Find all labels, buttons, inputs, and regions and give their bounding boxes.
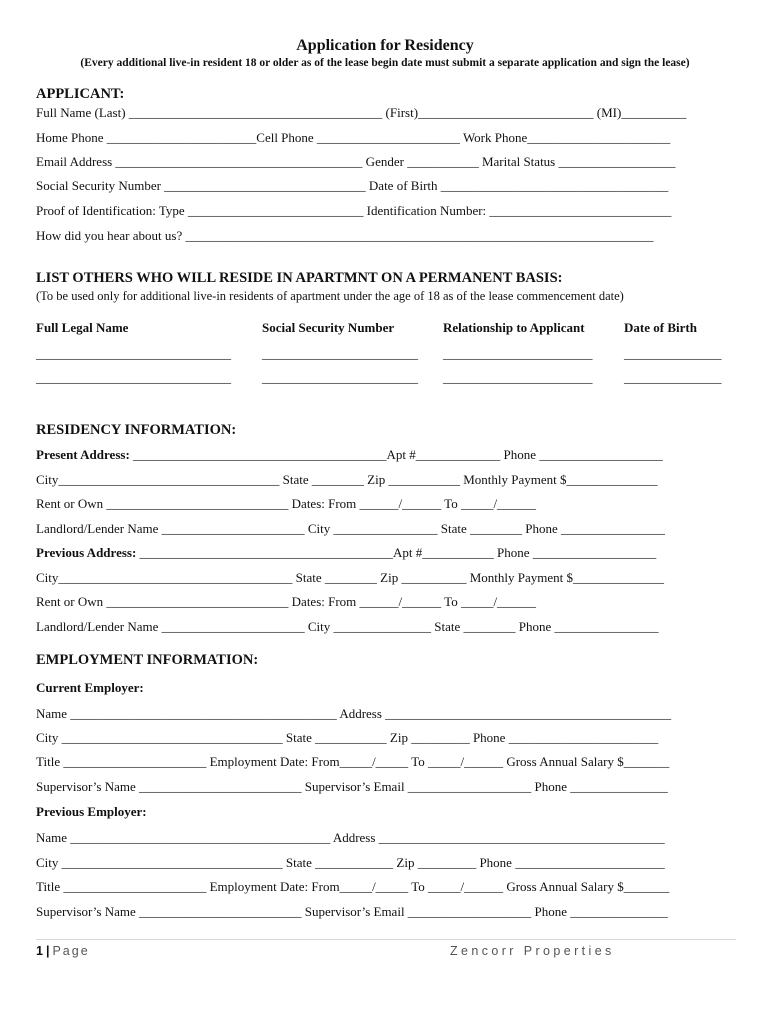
current-employer-label: Current Employer: bbox=[36, 680, 144, 695]
page-label: Page bbox=[52, 944, 90, 958]
previous-employer-label: Previous Employer: bbox=[36, 804, 147, 819]
present-address-label: Present Address: bbox=[36, 447, 130, 462]
resident-1-relationship-field[interactable]: _______________________ bbox=[443, 346, 593, 361]
column-full-legal-name: Full Legal Name bbox=[36, 320, 129, 335]
residency-heading: RESIDENCY INFORMATION: bbox=[36, 422, 237, 438]
referral-source-field[interactable]: How did you hear about us? ________________________________________________________________________ bbox=[36, 228, 654, 243]
previous-supervisor-fields[interactable]: Supervisor’s Name _________________________ Supervisor’s Email ___________________ Phone _______________ bbox=[36, 904, 668, 919]
others-heading: LIST OTHERS WHO WILL RESIDE IN APARTMNT ON A PERMANENT BASIS: bbox=[36, 270, 563, 286]
email-gender-marital-fields[interactable]: Email Address ______________________________________ Gender ___________ Marital Status __________________ bbox=[36, 154, 676, 169]
current-employer-title-salary-fields[interactable]: Title ______________________ Employment Date: From_____/_____ To _____/______ Gross Annual Salary $_______ bbox=[36, 754, 670, 769]
resident-2-relationship-field[interactable]: _______________________ bbox=[443, 370, 593, 385]
employment-heading: EMPLOYMENT INFORMATION: bbox=[36, 652, 259, 668]
previous-address-label: Previous Address: bbox=[36, 545, 137, 560]
present-address-blanks[interactable]: _______________________________________Apt #_____________ Phone ___________________ bbox=[129, 447, 663, 462]
page-number-value: 1 bbox=[36, 944, 43, 958]
previous-rent-dates-fields[interactable]: Rent or Own ____________________________ Dates: From ______/______ To _____/______ bbox=[36, 594, 537, 609]
ssn-dob-fields[interactable]: Social Security Number _______________________________ Date of Birth ___________________________________ bbox=[36, 178, 669, 193]
current-employer-city-fields[interactable]: City __________________________________ State ___________ Zip _________ Phone _______________________ bbox=[36, 730, 659, 745]
previous-employer-title-salary-fields[interactable]: Title ______________________ Employment Date: From_____/_____ To _____/______ Gross Annual Salary $_______ bbox=[36, 879, 670, 894]
previous-employer-city-fields[interactable]: City __________________________________ State ____________ Zip _________ Phone _______________________ bbox=[36, 855, 665, 870]
present-address-field[interactable] bbox=[36, 447, 663, 463]
resident-1-name-field[interactable]: ______________________________ bbox=[36, 346, 231, 361]
identification-fields[interactable]: Proof of Identification: Type ___________________________ Identification Number: ____________________________ bbox=[36, 203, 672, 218]
present-landlord-fields[interactable]: Landlord/Lender Name ______________________ City ________________ State ________ Phone ________________ bbox=[36, 521, 666, 536]
present-city-fields[interactable]: City__________________________________ State ________ Zip ___________ Monthly Payment $______________ bbox=[36, 472, 658, 487]
applicant-heading: APPLICANT: bbox=[36, 86, 125, 102]
page-subtitle: (Every additional live-in resident 18 or older as of the lease begin date must submit a separate application and sign the lease) bbox=[80, 57, 690, 69]
previous-landlord-fields[interactable]: Landlord/Lender Name ______________________ City _______________ State ________ Phone ________________ bbox=[36, 619, 659, 634]
previous-address-field[interactable] bbox=[36, 545, 656, 561]
page-number bbox=[36, 944, 90, 958]
resident-2-ssn-field[interactable]: ________________________ bbox=[262, 370, 418, 385]
previous-address-blanks[interactable]: _______________________________________Apt #___________ Phone ___________________ bbox=[136, 545, 657, 560]
column-ssn: Social Security Number bbox=[262, 320, 395, 335]
resident-1-dob-field[interactable]: _______________ bbox=[624, 346, 722, 361]
resident-1-ssn-field[interactable]: ________________________ bbox=[262, 346, 418, 361]
page-separator: | bbox=[45, 944, 50, 958]
footer-divider bbox=[36, 939, 736, 940]
phone-fields[interactable]: Home Phone _______________________Cell Phone ______________________ Work Phone______________________ bbox=[36, 130, 671, 145]
full-name-field[interactable]: Full Name (Last) _______________________________________ (First)___________________________ (MI)__________ bbox=[36, 105, 687, 120]
resident-2-dob-field[interactable]: _______________ bbox=[624, 370, 722, 385]
previous-city-fields[interactable]: City____________________________________ State ________ Zip __________ Monthly Payment $______________ bbox=[36, 570, 664, 585]
present-rent-dates-fields[interactable]: Rent or Own ____________________________ Dates: From ______/______ To _____/______ bbox=[36, 496, 537, 511]
current-employer-name-address-fields[interactable]: Name _________________________________________ Address ____________________________________________ bbox=[36, 706, 672, 721]
previous-employer-name-address-fields[interactable]: Name ________________________________________ Address ____________________________________________ bbox=[36, 830, 665, 845]
company-name: Zencorr Properties bbox=[450, 944, 615, 958]
column-relationship: Relationship to Applicant bbox=[443, 320, 585, 335]
others-note: (To be used only for additional live-in residents of apartment under the age of 18 as of the lease commencement date) bbox=[36, 289, 624, 303]
resident-2-name-field[interactable]: ______________________________ bbox=[36, 370, 231, 385]
page-title: Application for Residency bbox=[296, 37, 474, 54]
column-date-of-birth: Date of Birth bbox=[624, 320, 697, 335]
current-supervisor-fields[interactable]: Supervisor’s Name _________________________ Supervisor’s Email ___________________ Phone _______________ bbox=[36, 779, 668, 794]
